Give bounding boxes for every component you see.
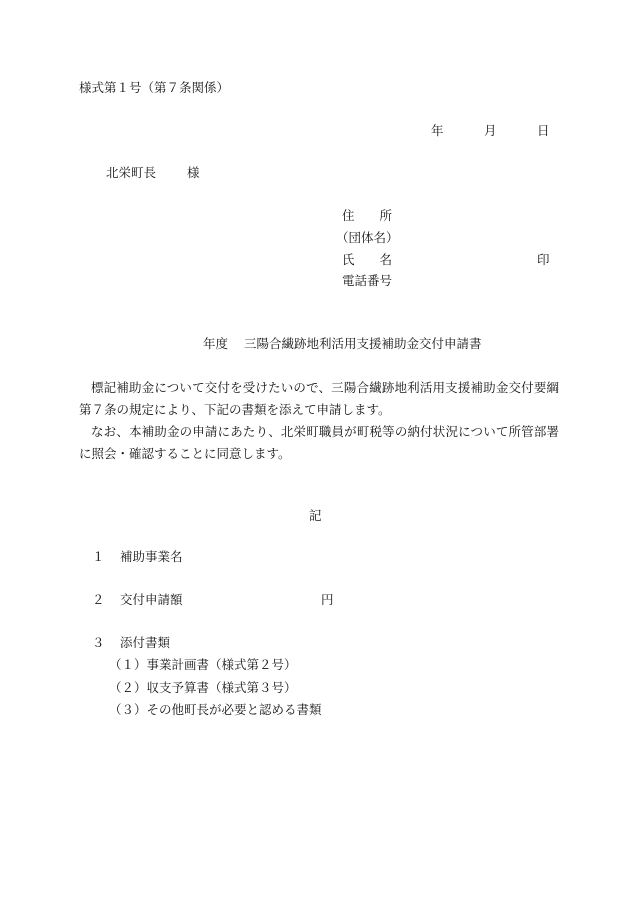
body-paragraph-2: なお、本補助金の申請にあたり、北栄町職員が町税等の納付状況について所管部署に照会・確認することに同意します。 (79, 424, 559, 461)
date-day: 日 (537, 123, 550, 138)
applicant-address-label: 住 所 (342, 208, 393, 223)
addressee-name: 北栄町長 (106, 165, 157, 180)
title-fiscal-year: 年度 (203, 336, 229, 351)
attachment-3: （３）その他町長が必要と認める書類 (109, 702, 322, 717)
applicant-seal: 印 (537, 252, 550, 267)
body-paragraph-1: 標記補助金について交付を受けたいので、三陽合繊跡地利活用支援補助金交付要綱第７条の規定により、下記の書類を添えて申請します。 (79, 380, 559, 417)
document-title: 三陽合繊跡地利活用支援補助金交付申請書 (244, 336, 482, 351)
applicant-group-label: （団体名） (336, 230, 399, 245)
attachment-2: （２）収支予算書（様式第３号） (109, 680, 297, 695)
addressee-honorific: 様 (187, 165, 200, 180)
attachment-1: （１）事業計画書（様式第２号） (109, 657, 297, 672)
item-2-unit: 円 (321, 592, 334, 607)
item-3-number: ３ (92, 635, 105, 650)
item-1-label: 補助事業名 (120, 549, 183, 564)
item-2-number: ２ (92, 592, 105, 607)
item-1-number: １ (92, 549, 105, 564)
ki-heading: 記 (309, 508, 322, 523)
form-number: 様式第１号（第７条関係） (79, 80, 230, 95)
applicant-phone-label: 電話番号 (342, 273, 393, 288)
date-year: 年 (431, 123, 444, 138)
applicant-name-label: 氏 名 (342, 252, 393, 267)
item-2-label: 交付申請額 (120, 592, 183, 607)
item-3-label: 添付書類 (120, 635, 171, 650)
date-month: 月 (484, 123, 497, 138)
